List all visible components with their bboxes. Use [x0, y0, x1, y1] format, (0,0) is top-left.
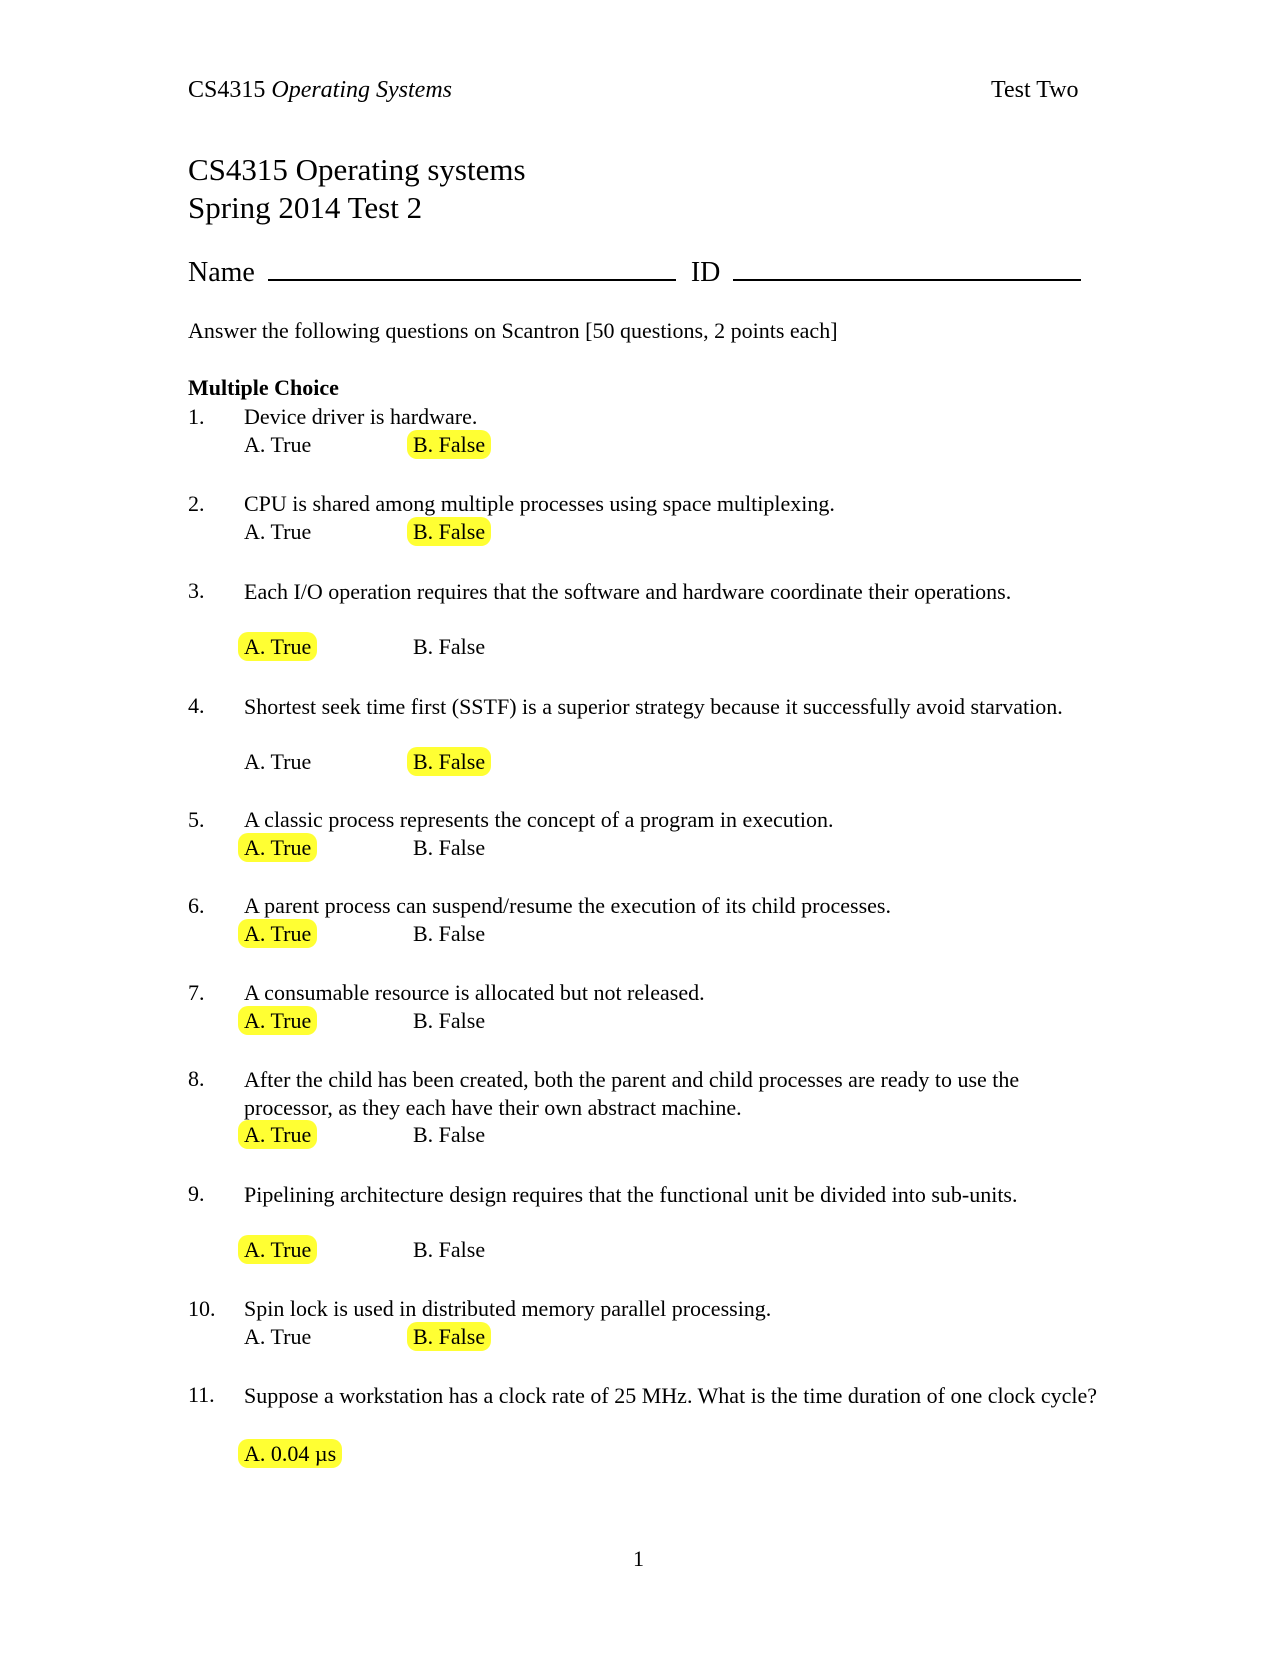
- question-number: 1.: [188, 404, 205, 429]
- question-text: Each I/O operation requires that the software and hardware coordinate their operations.: [244, 579, 1012, 604]
- id-label: ID: [690, 257, 721, 288]
- option-b-highlighted: B. False: [407, 517, 491, 546]
- question-text: Device driver is hardware.: [244, 404, 478, 429]
- option-b-highlighted: B. False: [407, 1322, 491, 1351]
- title-line-1: CS4315 Operating systems: [188, 152, 526, 187]
- name-id-line: [188, 255, 1081, 289]
- question-number: 6.: [188, 893, 205, 918]
- option-b-highlighted: B. False: [407, 747, 491, 776]
- id-field[interactable]: [733, 255, 1081, 281]
- question-text: Shortest seek time first (SSTF) is a superior strategy because it successfully avoid starvation.: [244, 694, 1063, 719]
- question-text: After the child has been created, both the parent and child processes are ready to use the processor, as they each have their own abstract machine.: [244, 1067, 1020, 1120]
- option-a-highlighted: A. True: [238, 1235, 317, 1264]
- option-a-highlighted: A. True: [238, 833, 317, 862]
- instructions: Answer the following questions on Scantron [50 questions, 2 points each]: [188, 318, 838, 343]
- option-b: B. False: [413, 921, 486, 946]
- name-label: Name: [188, 257, 255, 288]
- header-course-sub: Operating Systems: [271, 77, 453, 103]
- question-number: 7.: [188, 980, 205, 1005]
- question-number: 3.: [188, 578, 205, 603]
- question-text: Suppose a workstation has a clock rate of 25 MHz. What is the time duration of one clock cycle?: [244, 1383, 1098, 1408]
- header-course: CS4315: [188, 77, 266, 103]
- page-number: 1: [633, 1546, 644, 1571]
- running-header-left: [188, 76, 452, 104]
- option-a-highlighted: A. 0.04 µs: [238, 1439, 342, 1468]
- question-number: 4.: [188, 693, 205, 718]
- option-a: A. True: [244, 519, 312, 544]
- option-a-highlighted: A. True: [238, 919, 317, 948]
- question-text: A parent process can suspend/resume the execution of its child processes.: [244, 893, 891, 918]
- running-header-right: Test Two: [991, 77, 1079, 103]
- question-text: A classic process represents the concept of a program in execution.: [244, 807, 834, 832]
- option-b: B. False: [413, 1008, 486, 1033]
- option-b: B. False: [413, 1237, 486, 1262]
- option-a: A. True: [244, 432, 312, 457]
- option-b-highlighted: B. False: [407, 430, 491, 459]
- section-heading: Multiple Choice: [188, 375, 339, 400]
- question-text: CPU is shared among multiple processes using space multiplexing.: [244, 491, 835, 516]
- option-b: B. False: [413, 634, 486, 659]
- question-text: A consumable resource is allocated but not released.: [244, 980, 705, 1005]
- option-b: B. False: [413, 1122, 486, 1147]
- option-a: A. True: [244, 1324, 312, 1349]
- option-a-highlighted: A. True: [238, 1120, 317, 1149]
- option-b: B. False: [413, 835, 486, 860]
- question-number: 8.: [188, 1066, 205, 1091]
- question-number: 11.: [188, 1382, 215, 1407]
- question-number: 5.: [188, 807, 205, 832]
- question-number: 10.: [188, 1296, 216, 1321]
- option-a-highlighted: A. True: [238, 632, 317, 661]
- question-text: Spin lock is used in distributed memory parallel processing.: [244, 1296, 772, 1321]
- option-a: A. True: [244, 749, 312, 774]
- question-number: 9.: [188, 1181, 205, 1206]
- question-number: 2.: [188, 491, 205, 516]
- name-field[interactable]: [268, 255, 676, 281]
- question-text: Pipelining architecture design requires that the functional unit be divided into sub-units.: [244, 1182, 1018, 1207]
- title-line-2: Spring 2014 Test 2: [188, 190, 423, 225]
- option-a-highlighted: A. True: [238, 1006, 317, 1035]
